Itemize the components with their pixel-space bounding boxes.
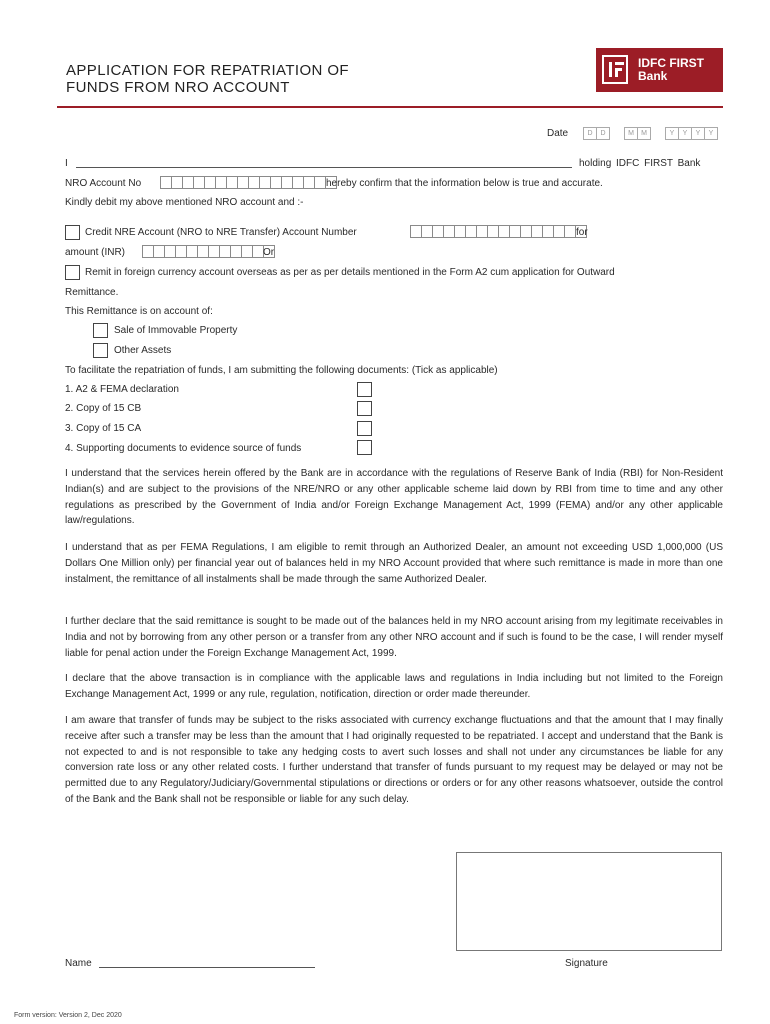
signature-label: Signature <box>565 958 608 969</box>
for-text: for <box>576 227 588 238</box>
debit-instruction: Kindly debit my above mentioned NRO account and :- <box>65 197 304 208</box>
document-item-label: 3. Copy of 15 CA <box>65 423 142 434</box>
form-title-line2: FUNDS FROM NRO ACCOUNT <box>66 79 290 96</box>
form-version: Form version: Version 2, Dec 2020 <box>14 1012 122 1019</box>
other-assets-checkbox[interactable] <box>93 343 108 358</box>
document-item-label: 2. Copy of 15 CB <box>65 403 142 414</box>
name-label: Name <box>65 958 92 969</box>
logo-mark-icon <box>602 55 628 84</box>
amount-field[interactable] <box>142 245 274 258</box>
logo-text-line2: Bank <box>638 69 668 83</box>
declaration-paragraph: I further declare that the said remittance is sought to be made out of the balances held in my NRO account arising from my legitimate receivables in India and not by borrowing from any other person or a transfer from any other NRO account and if such is found to be the case, I will render myself liable for penal action under the Foreign Exchange Management Act, 1999. <box>65 616 723 659</box>
date-day-cell: D <box>583 127 597 140</box>
sale-property-checkbox[interactable] <box>93 323 108 338</box>
document-15cb-checkbox[interactable] <box>357 401 372 416</box>
date-year-cell: Y <box>704 127 718 140</box>
sale-property-label: Sale of Immovable Property <box>114 325 238 336</box>
date-year-cell: Y <box>691 127 705 140</box>
date-year-cell: Y <box>678 127 692 140</box>
document-item-label: 4. Supporting documents to evidence source of funds <box>65 443 302 454</box>
date-day-field[interactable] <box>583 127 609 140</box>
declaration-paragraph: I am aware that transfer of funds may be subject to the risks associated with currency exchange fluctuations and that the amount that I may finally receive after such a transfer may be less than the amount that I had originally requested to be repatriated. I accept and understand that the Bank is not expected to and is not responsible to take any hedging costs to avert such losses and shall not under any circumstances be liable for any conversion rate loss or any other related costs. I further understand that transfer of funds pursuant to my request may be delayed or may not be permitted due to any Regulatory/Judiciary/Governmental stipulations or directions or orders or for any other reasons whatsoever, outside the control of the Bank and the Bank shall not be responsible or liable for any such delay. <box>65 715 723 805</box>
date-month-field[interactable] <box>624 127 650 140</box>
or-text: Or <box>263 247 275 258</box>
declaration-paragraph: I understand that the services herein offered by the Bank are in accordance with the regulations of Reserve Bank of India (RBI) for Non-Resident Indian(s) and are subject to the provisions of the NRE/NRO or any other applicable scheme laid down by RBI from time to time and any other regulations as prescribed by the Government of India and/or Foreign Exchange Management Act, 1999 (FEMA) and/or any other applicable law/regulations. <box>65 468 723 527</box>
logo-text-line1: IDFC FIRST <box>638 56 704 70</box>
remittance-reason-label: This Remittance is on account of: <box>65 306 213 317</box>
applicant-name-field[interactable] <box>76 167 572 168</box>
credit-nre-checkbox[interactable] <box>65 225 80 240</box>
document-15ca-checkbox[interactable] <box>357 421 372 436</box>
confirm-text: hereby confirm that the information below is true and accurate. <box>326 178 603 189</box>
amount-label: amount (INR) <box>65 247 126 258</box>
date-day-cell: D <box>596 127 610 140</box>
declaration-paragraph: I declare that the above transaction is in compliance with the applicable laws and regulations in India including but not limited to the Foreign Exchange Management Act, 1999 or any rule, regulation, notification, direction or order made thereunder. <box>65 673 723 700</box>
remit-foreign-label-cont: Remittance. <box>65 287 119 298</box>
document-item-label: 1. A2 & FEMA declaration <box>65 384 179 395</box>
remit-foreign-checkbox[interactable] <box>65 265 80 280</box>
documents-intro: To facilitate the repatriation of funds, I am submitting the following documents: (Tick as applicable) <box>65 365 498 376</box>
date-label: Date <box>547 128 569 139</box>
document-source-checkbox[interactable] <box>357 440 372 455</box>
date-month-cell: M <box>637 127 651 140</box>
logo-text <box>638 57 704 83</box>
date-month-cell: M <box>624 127 638 140</box>
remit-foreign-label: Remit in foreign currency account overseas as per as per details mentioned in the Form A2 cum application for Outward <box>85 267 615 278</box>
name-field[interactable] <box>99 967 315 968</box>
header-divider <box>57 106 723 108</box>
form-title <box>66 62 349 96</box>
form-title-line1: APPLICATION FOR REPATRIATION OF <box>66 62 349 79</box>
nro-account-field[interactable] <box>160 176 336 189</box>
holding-text: holding IDFC FIRST Bank <box>579 158 701 169</box>
date-year-field[interactable] <box>665 127 717 140</box>
other-assets-label: Other Assets <box>114 345 172 356</box>
signature-box[interactable] <box>456 852 722 951</box>
nro-account-label: NRO Account No <box>65 178 142 189</box>
bank-logo <box>596 48 723 92</box>
nre-account-field[interactable] <box>410 225 586 238</box>
date-year-cell: Y <box>665 127 679 140</box>
declaration-paragraph: I understand that as per FEMA Regulations, I am eligible to remit through an Authorized Dealer, an amount not exceeding USD 1,000,000 (US Dollars One Million only) per financial year out of balances held in my NRO Account provided that where such remittance is made in more than one instalment, the remittance of all instalments shall be made through the same Authorized Dealer. <box>65 542 723 585</box>
document-a2-checkbox[interactable] <box>357 382 372 397</box>
applicant-prefix: I <box>65 158 68 169</box>
credit-nre-label: Credit NRE Account (NRO to NRE Transfer) Account Number <box>85 227 357 238</box>
